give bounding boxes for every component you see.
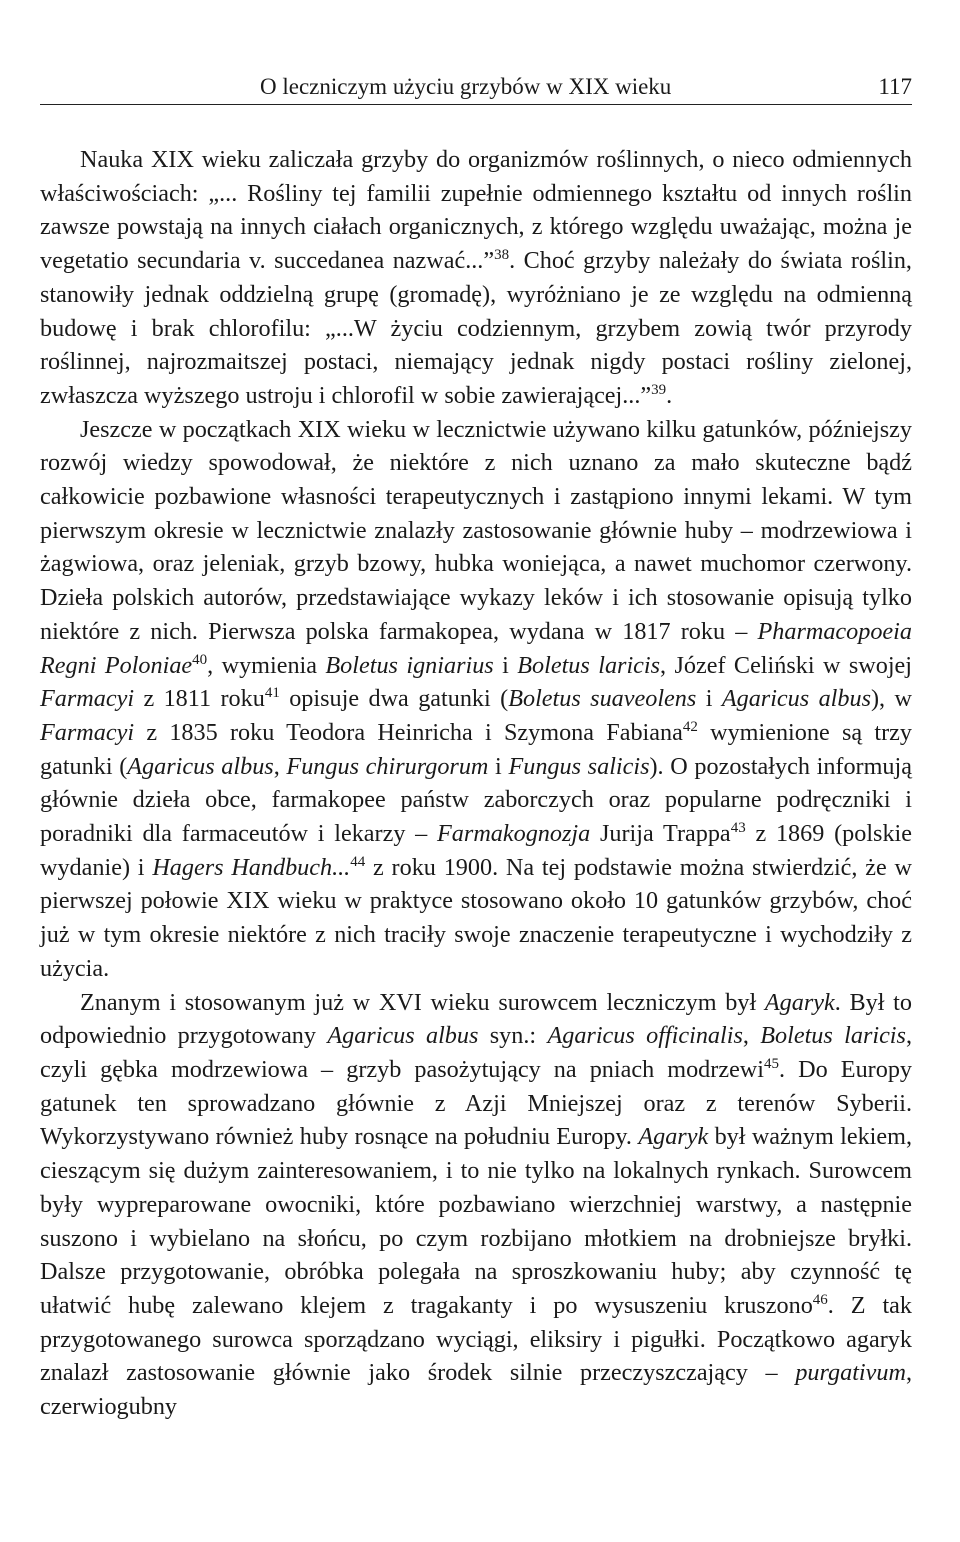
italic-species: Boletus suaveolens (508, 685, 697, 713)
text-run: . Do Europy gatunek ten sprowadzano głównie z Azji Mniejszej oraz z terenów Syberii. Wykorzystywano również huby rosnące na południu Europy. (40, 1055, 913, 1151)
text-run: opisuje dwa gatunki ( (279, 685, 509, 713)
text-run: Jeszcze w początkach XIX wieku w lecznictwie używano kilku gatunków, późniejszy rozwój wiedzy spowodował, że niektóre z nich uznano za mało skuteczne bądź całkowicie pozbawione własności terapeutycznych i zastąpiono innymi lekami. W tym pierwszym okresie w lecznictwie znalazły zastosowanie głównie huby – modrzewiowa i żagwiowa, oraz jeleniak, grzyb bzowy, hubka woniejąca, a nawet muchomor czerwony. Dzieła polskich autorów, przedstawiające wykazy leków i ich stosowanie opisują tylko niektóre z nich. Pierwsza polska farmakopea, wydana w 1817 roku – (40, 415, 912, 645)
text-run: i (696, 685, 722, 713)
text-run: z 1835 roku Teodora Heinricha i Szymona Fabiana (134, 718, 683, 746)
text-run: , czyli gębka modrzewiowa – grzyb pasożytujący na pniach modrzewi (40, 1022, 912, 1083)
italic-title: Hagers Handbuch... (152, 853, 351, 881)
text-run: był ważnym lekiem, cieszącym się dużym zainteresowaniem, i to nie tylko na lokalnych rynkach. Surowcem były wypreparowane owocniki, które pozbawiano wierzchniej warstwy, a następnie suszono i wybielano na słońcu, po czym rozbijano młotkiem na drobniejsze bryłki. Dalsze przygotowanie, obróbka polegała na sproszkowaniu huby; aby czynność tę ułatwić hubę zalewano klejem z tragakanty i po wysuszeniu kruszono (40, 1123, 912, 1319)
text-run: . Z tak przygotowanego surowca sporządzano wyciągi, eliksiry i pigułki. Początkowo agaryk znalazł zastosowanie głównie jako środek silnie przeczyszczający – (40, 1291, 912, 1387)
italic-title: Farmacyi (40, 685, 135, 713)
text-run: . Choć grzyby należały do świata roślin, stanowiły jednak oddzielną grupę (gromadę), wyróżniano je ze względu na odmienną budowę i brak chlorofilu: „...W życiu codziennym, grzybem zowią twór przyrody roślinnej, najrozmaitszej postaci, niemający jednak nigdy postaci rośliny zielonej, zwłaszcza wyższego ustroju i chlorofil w sobie zawierającej...” (40, 247, 912, 409)
running-header (40, 70, 912, 105)
italic-title: Farmakognozja (437, 820, 591, 848)
italic-title: Farmacyi (40, 718, 135, 746)
italic-term: Agaryk (764, 988, 835, 1016)
text-run: , wymienia (207, 651, 326, 679)
text-run: z roku 1900. Na tej podstawie można stwierdzić, że w pierwszej połowie XIX wieku w praktyce stosowano około 10 gatunków grzybów, choć już w tym okresie niektóre z nich traciły swoje znaczenie terapeutyczne i wychodziły z użycia. (40, 853, 912, 982)
text-run: syn.: (478, 1022, 548, 1050)
text-run: z 1869 (polskie wydanie) i (40, 820, 912, 881)
italic-title: Pharmacopoeia Regni Poloniae (40, 617, 912, 679)
text-run: . (666, 381, 673, 409)
text-run: . Był to odpowiednio przygotowany (40, 988, 912, 1050)
italic-species: Fungus salicis (508, 752, 650, 780)
text-run: Jurija Trappa (590, 820, 731, 848)
paragraph-1 (40, 143, 912, 413)
italic-species: Agaricus albus (327, 1022, 479, 1050)
footnote-ref-39: 39 (651, 381, 667, 398)
italic-species: Boletus igniarius (325, 651, 494, 679)
footnote-ref-46: 46 (812, 1291, 828, 1308)
italic-species: Boletus laricis (760, 1022, 906, 1050)
footnote-ref-44: 44 (350, 853, 366, 870)
running-title: O leczniczym użyciu grzybów w XIX wieku (260, 74, 672, 99)
italic-term: purgativum (795, 1359, 906, 1387)
italic-species: Agaricus officinalis (547, 1022, 743, 1050)
footnote-ref-41: 41 (264, 685, 280, 702)
paragraph-2 (40, 413, 912, 986)
text-run: Znanym i stosowanym już w XVI wieku surowcem leczniczym był (80, 988, 765, 1016)
text-run: z 1811 roku (134, 685, 265, 713)
text-run: wymienione są trzy gatunki ( (40, 718, 912, 780)
paragraph-3 (40, 986, 912, 1424)
body-text (40, 143, 912, 1424)
footnote-ref-42: 42 (682, 718, 698, 735)
italic-species: Agaricus albus (127, 752, 274, 780)
footnote-ref-43: 43 (730, 820, 746, 837)
text-run: i (488, 752, 509, 780)
italic-species: Agaricus albus (721, 685, 871, 713)
italic-species: Fungus chirurgorum (286, 752, 489, 780)
text-run: , (273, 752, 287, 780)
italic-term: Agaryk (638, 1123, 709, 1151)
footnote-ref-45: 45 (764, 1055, 779, 1072)
text-run: i (493, 651, 518, 679)
text-run: Nauka XIX wieku zaliczała grzyby do organizmów roślinnych, o nieco odmiennych właściwościach: „... Rośliny tej familii zupełnie odmiennego kształtu od innych roślin zawsze powstają na innych ciałach organicznych, z którego względu uważając, można je vegetatio secundaria v. succedanea nazwać...” (40, 146, 912, 275)
footnote-ref-38: 38 (494, 247, 510, 264)
italic-species: Boletus laricis (517, 651, 661, 679)
footnote-ref-40: 40 (192, 651, 208, 668)
text-run: ). O pozostałych informują głównie dzieła obce, farmakopee państw zaborczych oraz popularne podręczniki i poradniki dla farmaceutów i lekarzy – (40, 752, 912, 848)
text-run: ), w (870, 685, 912, 713)
page-number: 117 (878, 74, 912, 99)
text-run: , Józef Celiński w swojej (660, 651, 912, 679)
text-run: , czerwiogubny (40, 1359, 912, 1421)
text-run: , (742, 1022, 761, 1050)
